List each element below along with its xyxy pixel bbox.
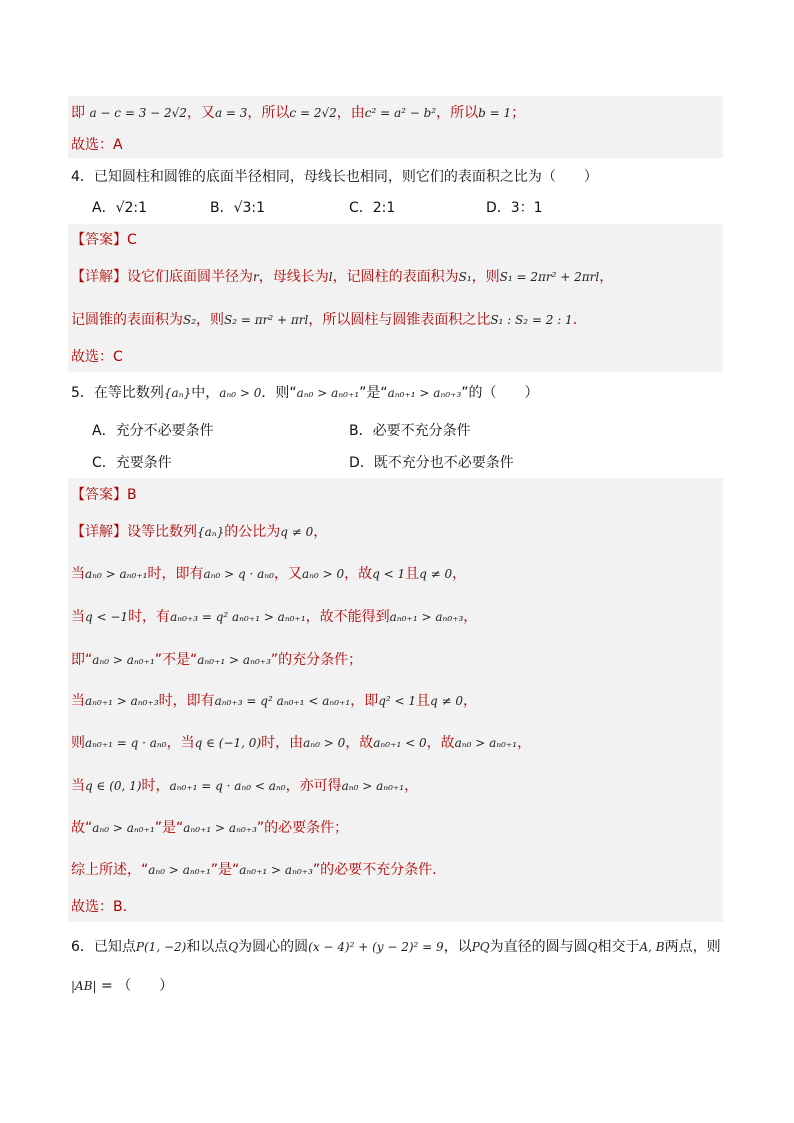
q5-detail-line-3: 当q < −1时，有aₙ₀₊₃ = q² aₙ₀₊₁ > aₙ₀₊₁，故不能得到aₙ₀₊₁ > aₙ₀₊₃， <box>71 609 478 625</box>
q5-option-b: B．必要不充分条件 <box>349 423 471 439</box>
q4-option-b: B．√3:1 <box>210 200 266 216</box>
q5-detail-line-4: 即“aₙ₀ > aₙ₀₊₁”不是“aₙ₀₊₁ > aₙ₀₊₃”的充分条件； <box>71 652 363 668</box>
q4-answer: 【答案】C <box>71 232 137 248</box>
prev-choice: 故选：A <box>71 137 123 153</box>
prev-solution-line: 即 a − c = 3 − 2√2，又a = 3，所以c = 2√2，由c² = a² − b²，所以b = 1； <box>71 105 526 121</box>
q4-option-d: D．3：1 <box>486 200 543 216</box>
q5-stem: 5．在等比数列{aₙ}中，aₙ₀ > 0．则“aₙ₀ > aₙ₀₊₁”是“aₙ₀₊₁ > aₙ₀₊₃”的（ ） <box>71 385 539 401</box>
q6-stem-line-2: |AB| = （ ） <box>71 978 174 994</box>
q4-stem: 4．已知圆柱和圆锥的底面半径相同，母线长也相同，则它们的表面积之比为（ ） <box>71 169 598 185</box>
q5-detail-line-1: 【详解】设等比数列{aₙ}的公比为q ≠ 0， <box>71 524 328 540</box>
q4-detail-line-2: 记圆锥的表面积为S₂，则S₂ = πr² + πrl，所以圆柱与圆锥表面积之比S₁ : S₂ = 2 : 1. <box>71 312 578 328</box>
q5-detail-line-8: 故“aₙ₀ > aₙ₀₊₁”是“aₙ₀₊₁ > aₙ₀₊₃”的必要条件； <box>71 820 349 836</box>
q4-option-a: A．√2:1 <box>92 200 148 216</box>
q4-option-c: C．2:1 <box>349 200 396 216</box>
q4-choice: 故选：C <box>71 349 123 365</box>
q5-detail-line-9: 综上所述，“aₙ₀ > aₙ₀₊₁”是“aₙ₀₊₁ > aₙ₀₊₃”的必要不充分条件. <box>71 862 437 878</box>
q5-answer: 【答案】B <box>71 487 137 503</box>
q5-option-a: A．充分不必要条件 <box>92 423 214 439</box>
q6-stem-line-1: 6．已知点P(1, −2)和以点Q为圆心的圆(x − 4)² + (y − 2)² = 9，以PQ为直径的圆与圆Q相交于A, B两点，则 <box>71 939 721 955</box>
q5-detail-line-6: 则aₙ₀₊₁ = q · aₙ₀，当q ∈ (−1, 0)时，由aₙ₀ > 0，故aₙ₀₊₁ < 0，故aₙ₀ > aₙ₀₊₁， <box>71 735 532 751</box>
q4-detail-line-1: 【详解】设它们底面圆半径为r，母线长为l，记圆柱的表面积为S₁，则S₁ = 2πr² + 2πrl， <box>71 269 614 285</box>
q5-choice: 故选：B. <box>71 899 128 915</box>
q5-option-c: C．充要条件 <box>92 455 172 471</box>
q5-detail-line-2: 当aₙ₀ > aₙ₀₊₁时，即有aₙ₀ > q · aₙ₀，又aₙ₀ > 0，故q < 1且q ≠ 0， <box>71 566 467 582</box>
q5-detail-line-7: 当q ∈ (0, 1)时，aₙ₀₊₁ = q · aₙ₀ < aₙ₀，亦可得aₙ₀ > aₙ₀₊₁， <box>71 778 419 794</box>
q5-detail-line-5: 当aₙ₀₊₁ > aₙ₀₊₃时，即有aₙ₀₊₃ = q² aₙ₀₊₁ < aₙ₀₊₁，即q² < 1且q ≠ 0， <box>71 693 478 709</box>
q5-option-d: D．既不充分也不必要条件 <box>349 455 514 471</box>
